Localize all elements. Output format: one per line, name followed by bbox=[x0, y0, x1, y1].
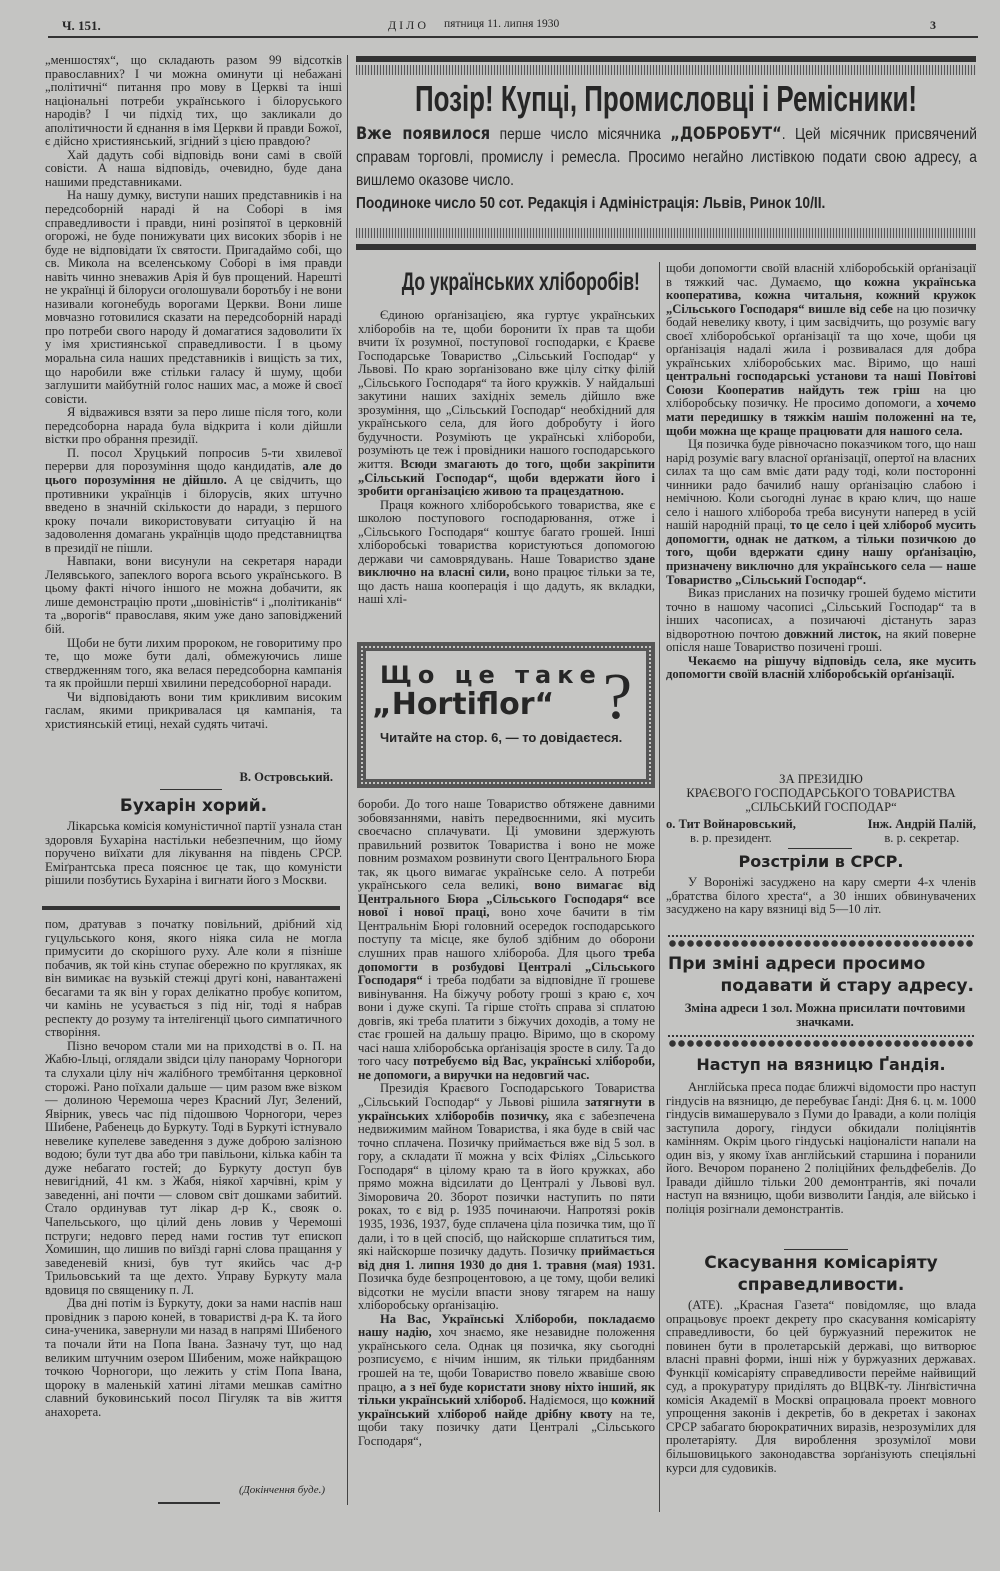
paragraph bbox=[666, 438, 976, 587]
paragraph bbox=[666, 655, 976, 682]
bold-text: кожний український хлібороб найде дрібну квоту bbox=[358, 1393, 656, 1421]
farmers-appeal-text-cont bbox=[358, 798, 655, 1448]
paragraph bbox=[45, 447, 342, 555]
page-number: 3 bbox=[930, 18, 936, 32]
ad-rule bbox=[356, 56, 976, 62]
notice-title: При зміні адреси просимо bbox=[668, 954, 926, 974]
farmers-appeal-text bbox=[358, 309, 655, 607]
text: щоби допомогти своїй власній хліборобській орґанізації в тяжкий час. Думаємо, bbox=[666, 261, 976, 289]
ad-body bbox=[356, 123, 977, 215]
feuilleton-rule bbox=[42, 906, 340, 910]
paragraph bbox=[666, 262, 976, 438]
text: бороби. До того наше Товариство обтяжене давними зобовязаннями, навіть передвоєнними, які мусить своєчасно сплачувати. Ці умовини здержують правильний розвиток Товариства і воно не може повним розмахом розвинути свого Центрального Бюра так, як цього вимагає українське село. А потреби українського села великі, bbox=[358, 797, 655, 893]
paragraph bbox=[45, 189, 342, 406]
paragraph bbox=[45, 1297, 342, 1419]
bold-text: що кожна українська кооператива, кожна читальня, кожний кружок „Сільського Господаря“ вишле від себе bbox=[666, 274, 976, 316]
issue-date: пятниця 11. липня 1930 bbox=[444, 18, 560, 30]
text: П. посол Хруцький попросив 5-ти хвилевої перерви для порозуміння щодо кандидатів, bbox=[45, 445, 342, 474]
farmers-appeal-title: До українських хліборобів! bbox=[401, 268, 640, 296]
hortiflor-name: „Hortiflor“ bbox=[372, 687, 555, 722]
question-mark: ? bbox=[602, 660, 632, 733]
hortiflor-ad bbox=[357, 642, 655, 788]
dot-border bbox=[668, 939, 974, 948]
newspaper-name: ДІЛО bbox=[388, 18, 429, 32]
paragraph bbox=[45, 555, 342, 636]
ad-address: Поодиноке число 50 сот. Редакція і Адміністрація: Львів, Ринок 10/II. bbox=[356, 195, 826, 212]
hortiflor-hint: Читайте на стор. 6, — то довідаєтеся. bbox=[380, 730, 623, 745]
address-notice bbox=[668, 953, 974, 997]
secretary-role: в. р. секретар. bbox=[884, 831, 960, 845]
text: Англійська преса подає ближчі відомости про наступ гіндусів на вязницю, де перебуває Ґанді: Дня 6. ц. м. 1000 гіндусів вимашерувало з Пуми до Іравади, а коли поліція заступила дорогу, гіндуси обкидали поліціянтів камінням. Окрім цього гіндуські націоналісти напали на один віз, у якому їхав англійський старшина і поранили його. Вечором поранено 2 поліційних фельдфебелів. До Іравади дійшло тільки 200 демонтрантів, які почали наступ на вязницю, щоби визволити Ґандія, але військо і поліція розігнали демонстрантів. bbox=[666, 1080, 976, 1216]
text: Пізно вечором стали ми на приходстві в о. П. на Жабю-Ільці, оглядали звідси цілу панораму Чорногори та слухали цілу ніч жалібного трембітання церковної сторожі. Рано поїхали дальше — цим разом вже візком — долиною Черемоша через Красний Луг, Зелений, Явірник, увесь час під підошвою Чорногори, через Шибене, Рабенець до Буркуту. Тоді в Буркуті істнувало невелике купелеве заведення з дуже доброю залізною водою; були тут два або три павільони, кілька кабін та дуже небагато гостей; до Буркуту доступ був невигідний, 41 км. з Жабя, ніякої харчівні, крім у заведенні, ані почти — словом світ дошками забитий. Стало ординував тут лікар д-р К., свояк о. Чапельського, що цілий день ловив у Черемоші пструги; недовго перед нами гостив тут епископ Хомишин, що лишив по виїзді гарні слова пращання у заведеневій книзі, був тут якийсь час д-р Трильовський та ще дехто. Управу Буркуту мала вдовиця по священику п. Л. bbox=[45, 1038, 342, 1297]
column-rule bbox=[659, 262, 660, 1512]
bold-text: то це село і цей хлібороб мусить допомогти, однак не датком, а тільки позичкою до того, щоби вдержати єдину нашу орґанізацію, призначену виключно для українського села — наше Товариство „Сільський Господар“. bbox=[666, 518, 977, 587]
ad-stripe bbox=[356, 228, 976, 238]
bold-text: На Вас, Українські Хлібороби, покладаємо нашу надію, bbox=[358, 1311, 655, 1340]
paragraph bbox=[45, 918, 342, 1040]
text: У Вороніжі засуджено на кару смерти 4-х членів „братства білого хреста“, а 30 інших обвинувачених засуджено на кару вязниці від 5—10 літ. bbox=[666, 875, 976, 917]
bukharin-article bbox=[45, 820, 342, 888]
paragraph bbox=[358, 1082, 655, 1312]
dot-border bbox=[668, 935, 974, 937]
column-rule bbox=[347, 55, 348, 1505]
bold-text: а з неї буде користати знову ніхто інший, як тільки український хлібороб. bbox=[358, 1379, 655, 1408]
text: Єдиною орґанізацією, яка гуртує українських хліборобів на те, щоби боронити їх прав та щоби вчити їх розумної, поступової господарки, є Краєве Господарське Товариство „Сільський Господар“ у Львові. По краю зорґанізовано вже цілу сітку філій „Сільського Господаря“ та його кружків. У найдальші закутини наших західніх земель дійшло вже зрозуміння, що „Сільський Господар“ необхідний для українського села, для його добробуту і його будучности. Розуміють це українські хлібороби, розуміють це теж і провідники нашого господарського життя. bbox=[358, 308, 655, 472]
notice-text: Зміна адреси 1 зол. Можна присилати почтовими значками. bbox=[684, 1001, 966, 1029]
paragraph bbox=[45, 406, 342, 447]
gandhi-text bbox=[666, 1081, 976, 1216]
dot-border bbox=[668, 1035, 974, 1037]
divider bbox=[784, 1249, 848, 1250]
paragraph bbox=[358, 499, 655, 607]
bold-text: але до цього порозуміння не дійшло. bbox=[45, 459, 342, 487]
ad-text: перше число місячника bbox=[490, 126, 671, 143]
text: Позичка буде безпроцентовою, а це тому, щоби великі відсотки не мусіли впасти знову тягарем на нашу хліборобську орґанізацію. bbox=[358, 1271, 655, 1313]
ad-magazine-name: „ДОБРОБУТ“ bbox=[670, 124, 782, 144]
ad-rule bbox=[356, 244, 976, 250]
to-be-continued: (Докінчення буде.) bbox=[239, 1484, 325, 1496]
text: воно працює тільки за те, що дасть наша кооперація і що дадуть, як вкладки, наші хлі- bbox=[358, 565, 655, 607]
header-rule bbox=[48, 36, 978, 38]
bold-text: здане виключно на власні сили, bbox=[358, 551, 655, 580]
bold-text: довжний листок, bbox=[783, 626, 881, 641]
article-signature: В. Островський. bbox=[239, 770, 333, 784]
paragraph bbox=[358, 309, 655, 499]
ad-stripe bbox=[356, 65, 976, 75]
dot-border bbox=[668, 1039, 974, 1048]
text: на який поверне опісля наше Товариство позичені гроші. bbox=[666, 626, 976, 655]
bold-text: хочемо мати передишку в тяжкім нашім положенні на те, щоби можна ще краще працювати для нашого села. bbox=[666, 396, 976, 438]
text: На нашу думку, виступи наших представників і на передсоборній нараді й на Соборі в імя справедливости і правди, нині розіпятої в церковній огорожі, не буде понижувати цих високих зборів і не буде не відповідати їх святости. Пригадаймо собі, що св. Микола на вселенському Соборі в імя правди навіть чинно зневажив Арія й був прощений. Нарешті не українці й білоруси оголошували боротьбу і не вони називали когонебудь ворогами Церкви. Вони лише мовчазно готовилися сказати на передсоборній нараді про потреби свого народу й домагатися задоволити їх у імя християнської справедливости. І в цьому моральна сила наших представників і вищість за тих, що наробили вже стільки галасу й шуму, щоби заглушити майбутній голос наших мас, а може й своєї совісти. bbox=[45, 188, 342, 406]
sign-line: „СІЛЬСЬКИЙ ГОСПОДАР“ bbox=[745, 800, 897, 814]
paragraph bbox=[45, 820, 342, 888]
divider bbox=[788, 848, 852, 849]
ad-text: . Цей місячник присвячений справам торговлі, промислу і ремесла. Просимо негайно листівкою подати свою адресу, а вишлемо оказове число. bbox=[356, 126, 977, 189]
church-article bbox=[45, 54, 342, 731]
text: Два дні потім із Буркуту, доки за нами наспів наш провідник з парою коней, в товаристві д-ра К. та його сина-ученика, завернули ми назад в напрямі Шибеного та почали йти на Попа Івана. Зазначу тут, що над великим штучним озером Шибеним, може найкращою точкою Чорногори, що лежить у стім Попа Івана, щороку в маленькій хатині літами мешкав самітно славний буковинський посол Пігуляк та вів життя анахорета. bbox=[45, 1296, 342, 1419]
president-name: о. Тит Войнаровський, bbox=[666, 817, 796, 831]
bold-text: потребуємо від Вас, українські хлібороби, не допомоги, а виручки на недовгий час. bbox=[358, 1054, 655, 1082]
text: Ця позичка буде рівночасно показчиком того, що наш нарід розуміє вагу власної орґанізації, опертої на власних силах та що сам вміє дати раду тоді, коли посторонні чинники радо бачилиб нашу орґанізацію слабою і немічною. Коли сьогодні лунає в краю клич, що наше село і нашого хлібороба треба висунути наперед в усій нашій народній праці, bbox=[666, 437, 976, 533]
text: і треба подбати за відповідне її грошеве вивінування. На біжучу роботу гроші з краю є, хоч вони і дуже скупі. Та гірше стоїть справа зі сплатою довгів, які треба платити з біжучих доходів, а тому не стає грошей на дальшу працю. Віримо, що в скорому часі наша хліборобська орґанізація зросте в силу. Та до того часу bbox=[358, 973, 655, 1069]
divider bbox=[160, 789, 222, 790]
bold-text: Чекаємо на рішучу відповідь села, яке мусить допомогти своїй власній хліборобській орґанізації. bbox=[666, 653, 976, 682]
paragraph bbox=[45, 149, 342, 190]
president-role: в. р. президент. bbox=[690, 831, 772, 845]
paragraph bbox=[666, 876, 976, 917]
shootings-text bbox=[666, 876, 976, 917]
bold-text: приймається від дня 1. липня 1930 до дня 1. травня (мая) 1931. bbox=[358, 1244, 655, 1272]
text: Чи відповідають вони тим крикливим високим гаслам, якими прикривалася ця кампанія, та християнській етиці, нехай судять читачі. bbox=[45, 689, 342, 731]
bukharin-title: Бухарін хорий. bbox=[119, 796, 268, 816]
text: Лікарська комісія комуністичної партії узнала стан здоровля Бухаріна настільки небезпечним, що йому поручено виїхати для лікування на південь СРСР. Еміґрантська преса пояснює це так, що комуністи рішили позбутись Бухаріна і вигнати його з Москви. bbox=[45, 819, 342, 888]
paragraph bbox=[666, 1081, 976, 1216]
text: „меншостях“, що складають разом 99 відсотків православних? І чи можна оминути ці небажані „політичні“ питання про мову в Церкві та інші національні потреби українського і білоруського народів? І чи підхід тих, що закликали до аполітичности й єднання в імя Церкви й правди Божої, є дійсно християнський, згідний з цією правдою? bbox=[45, 53, 342, 149]
justice-text bbox=[666, 1299, 976, 1475]
bold-text: центральні господарські установи та наші Повітові Союзи Кооператив найдуть теж гріш bbox=[666, 369, 976, 397]
hortiflor-line1: Що це таке bbox=[380, 661, 602, 689]
farmers-appeal-text-end bbox=[666, 262, 976, 682]
text: на те, щоби таку позичку дати Централі „Сільського Господаря“, bbox=[358, 1406, 655, 1448]
text: Навпаки, вони висунули на секретаря наради Лелявського, запеклого ворога всього українського. В цьому факті нічого іншого не можна добачити, як лише демонстрацію проти „шовіністів“ і „політиканів“ та „ворогів“ православя, яким уже дано заповіджений бій. bbox=[45, 554, 342, 636]
bold-text: воно вимагає від Центрального Бюра „Сільського Господаря“ все нової і нової праці, bbox=[358, 878, 656, 920]
text: пом, дратував з початку повільний, дрібний хід гуцульського коня, якого ніяка сила не могла примусити до скорішого руху. Але коли я пізніше побачив, як той кінь ступає обережно по кругляках, як він вимикає на вузькій стежці другі коні, навантажені бесагами та як він у горах делікатно пробує копитом, чи камінь не усувається з під ніг, тоді я набрав респекту до розуму та інтелігенції цього симпатичного створіння. bbox=[45, 917, 342, 1040]
sign-line: КРАЄВОГО ГОСПОДАРСЬКОГО ТОВАРИСТВА bbox=[686, 786, 956, 800]
dobrobut-ad bbox=[356, 56, 976, 250]
text: Праця кожного хліборобського товариства, яке є школою поступового господарювання, отже і „Сільського Господаря“ коштує багато грошей. Інші хліборобські товариства користуються допомогою держави чи самоврядувань. Наше Товариство bbox=[358, 497, 655, 566]
text: Хай дадуть собі відповідь вони самі в своїй совісти. А наша відповідь, очевидно, буде дана нашими представниками. bbox=[45, 147, 342, 189]
text: Щоби не бути лихим пророком, не говоритиму про те, що може бути далі, обмежуючись лише ствердженням того, яка велася передсоборна кампанія та як пройшли перші хвилини передсоборної наради. bbox=[45, 635, 342, 691]
sign-line: ЗА ПРЕЗИДІЮ bbox=[779, 772, 863, 786]
presidium-signature bbox=[666, 772, 976, 845]
text: на цю позичку бодай невелику квоту, і цим засвідчить, що розуміє вагу своєї хліборобської орґанізації та що хоче, щоби ця орґанізація надалі жила і розвивалася для добра українських хліборобських мас. Віримо, що наші bbox=[666, 301, 976, 370]
paragraph bbox=[666, 1299, 976, 1475]
text: Президія Краєвого Господарського Товариства „Сільський Господар“ у Львові рішила bbox=[358, 1081, 655, 1110]
divider bbox=[158, 1502, 220, 1504]
paragraph bbox=[358, 1313, 655, 1448]
text: Виказ присланих на позичку грошей будемо містити точно в нашому часописі „Сільський Господар“ та в інших часописах, а позичаючі дістануть зараз відворотною почтою bbox=[666, 586, 976, 641]
text: Надіємося, що bbox=[526, 1393, 612, 1408]
feuilleton-text bbox=[45, 918, 342, 1419]
text: А це свідчить, що противники українців і білорусів, яких штучно введено в значній скількости до наради, з першого кроку почали використовувати ситуацію й на задоволення домагань українців щодо представництва в президії не пішли. bbox=[45, 472, 342, 555]
secretary-name: Інж. Андрій Палій, bbox=[867, 817, 976, 831]
text: воно хоче бачити в тім Центральнім Бюрі головний осередок господарського поступу та місце, яке булоб здібним до оборони слушних прав нашого хлібороба. Для цього bbox=[358, 905, 656, 961]
bold-text: Всюди змагають до того, щоби закріпити „Сільський Господар“, щоби вдержати його і зробити організацією живою та працездатною. bbox=[358, 457, 655, 499]
paragraph bbox=[45, 54, 342, 149]
text: хоч знаємо, яке незавидне положення українського села. Однак ця позичка, яку сьогодні розписуємо, є нічим іншим, як тільки придбанням грошей на те, щоби Товариство повело жвавіше свою працю, bbox=[358, 1325, 655, 1394]
ad-title: Позір! Купці, Промисловці і Ремісники! bbox=[414, 78, 918, 119]
paragraph bbox=[358, 798, 655, 1082]
bold-text: треба допомогти в розбудові Централі „Сільського Господаря“ bbox=[358, 946, 655, 988]
paragraph bbox=[45, 1040, 342, 1297]
paragraph bbox=[666, 587, 976, 655]
text: Я відважився взяти за перо лише після того, коли передсоборна нарада була відкрита і коли дійшли вістки про обрання президії. bbox=[45, 405, 342, 447]
notice-title: подавати й стару адресу. bbox=[720, 976, 974, 996]
text: на цю хліборобську позичку. Не просимо допомоги, а bbox=[666, 382, 976, 411]
issue-number: Ч. 151. bbox=[62, 18, 101, 33]
gandhi-title: Наступ на вязницю Ґандія. bbox=[696, 1055, 946, 1074]
ad-lead: Вже появилося bbox=[356, 124, 491, 144]
text: (АТЕ). „Красная Газета“ повідомляє, що влада опрацьовує проект декрету про скасування комісаріяту справедливости, бо цей буржуазний пережиток не повинен бути в пролетарській державі, що витворює власні правні форми, інші ніж у буржуазних державах. Функції комісаріяту справедливости перейме найвищий суд, а прокуратуру приділять до ВЦВК-ту. Лінґвістична комісія Академії в Москві опрацювала проект мовного упрощення законів і декретів, бо в декретах і законах СРСР забагато бюрократичних виразів, незрозумілих для пролетаріяту. Для вироблення зрозумілої мови більшовицького законодавства зорґанізують спеціяльні курси для судовиків. bbox=[666, 1298, 976, 1475]
bold-text: затягнути в українських хліборобів позичку, bbox=[358, 1095, 656, 1123]
paragraph bbox=[45, 637, 342, 691]
text: яка є забезпечена недвижимим майном Товариства, і яка буде в свій час точно сплачена. Позичку приймається вже від 5 зол. в гору, а складати її можна у всіх Філіях „Сільського Господаря“ в цілому краю та в його кружках, або прямо можна відсилати до Централі у Львові вул. Зіморовича 20. Зборот позички наступить по пяти роках, то є від р. 1935 починаючи. Напротязі років 1935, 1936, 1937, буде сплачена ціла позичка тим, що її дали, і то в цей спосіб, що найскорше сплатиться тим, які найскорше позичку дадуть. Позичку bbox=[358, 1108, 655, 1259]
shootings-title: Розстріли в СРСР. bbox=[738, 852, 904, 871]
paragraph bbox=[45, 691, 342, 732]
justice-title: Скасування комісаріяту справедливости. bbox=[704, 1253, 938, 1295]
